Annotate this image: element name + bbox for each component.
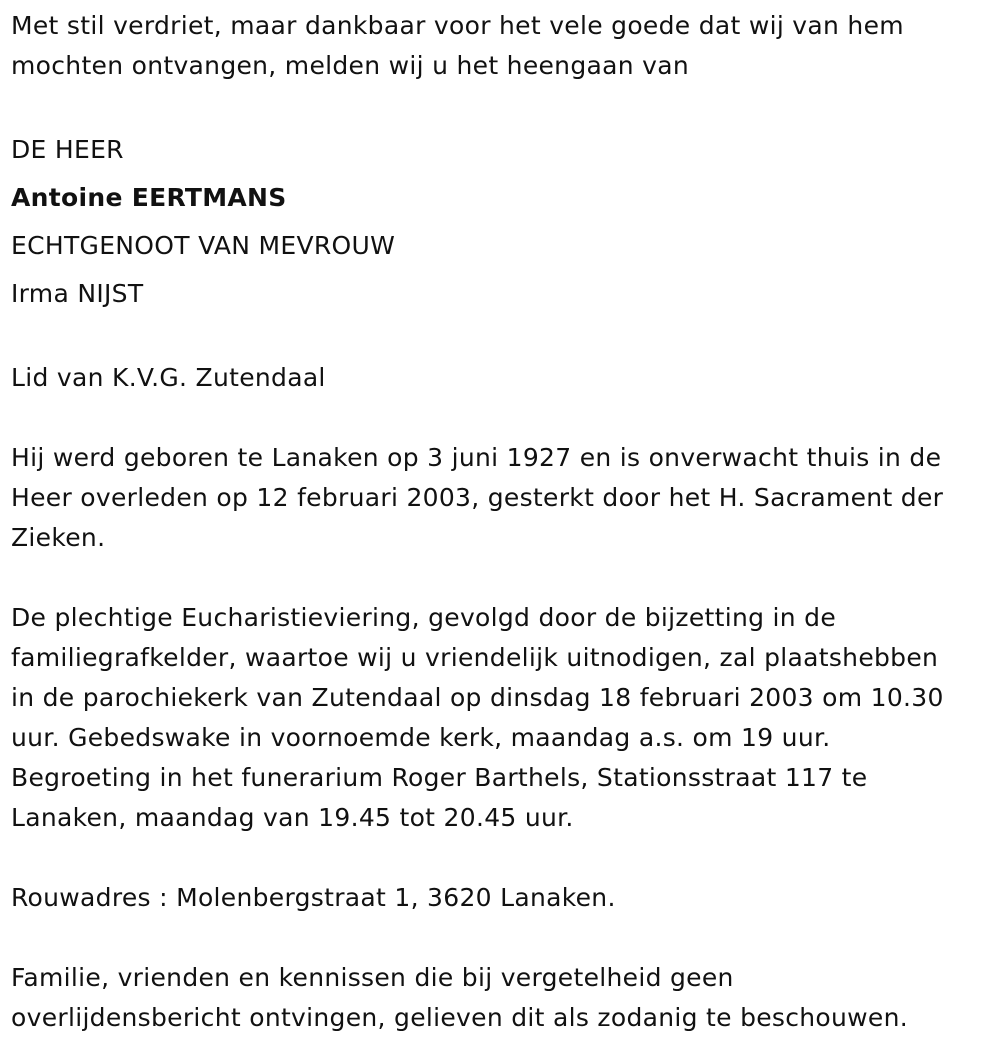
spouse-name: Irma NIJST bbox=[11, 279, 144, 308]
deceased-name: Antoine EERTMANS bbox=[11, 183, 287, 212]
address-paragraph bbox=[11, 878, 991, 918]
ceremony-line-4: uur. Gebedswake in voornoemde kerk, maandag a.s. om 19 uur. bbox=[11, 723, 831, 752]
ceremony-line-1: De plechtige Eucharistieviering, gevolgd door de bijzetting in de bbox=[11, 603, 837, 632]
intro-line-1: Met stil verdriet, maar dankbaar voor het vele goede dat wij van hem bbox=[11, 11, 904, 40]
address-line: Rouwadres : Molenbergstraat 1, 3620 Lanaken. bbox=[11, 883, 616, 912]
membership-paragraph bbox=[11, 358, 991, 398]
ceremony-paragraph bbox=[11, 598, 991, 838]
closing-line-1: Familie, vrienden en kennissen die bij vergetelheid geen bbox=[11, 963, 734, 992]
intro-paragraph bbox=[11, 6, 991, 86]
obituary-notice bbox=[11, 6, 991, 1038]
birth-death-line-2: Heer overleden op 12 februari 2003, gesterkt door het H. Sacrament der bbox=[11, 483, 944, 512]
ceremony-line-5: Begroeting in het funerarium Roger Barthels, Stationsstraat 117 te bbox=[11, 763, 868, 792]
ceremony-line-2: familiegrafkelder, waartoe wij u vriendelijk uitnodigen, zal plaatshebben bbox=[11, 643, 939, 672]
closing-line-2: overlijdensbericht ontvingen, gelieven dit als zodanig te beschouwen. bbox=[11, 1003, 908, 1032]
birth-death-line-3: Zieken. bbox=[11, 523, 106, 552]
membership-line: Lid van K.V.G. Zutendaal bbox=[11, 363, 326, 392]
intro-line-2: mochten ontvangen, melden wij u het heengaan van bbox=[11, 51, 689, 80]
birth-death-line-1: Hij werd geboren te Lanaken op 3 juni 1927 en is onverwacht thuis in de bbox=[11, 443, 942, 472]
deceased-block bbox=[11, 126, 991, 318]
ceremony-line-3: in de parochiekerk van Zutendaal op dinsdag 18 februari 2003 om 10.30 bbox=[11, 683, 944, 712]
deceased-relation: ECHTGENOOT VAN MEVROUW bbox=[11, 231, 396, 260]
deceased-title: DE HEER bbox=[11, 135, 124, 164]
closing-paragraph bbox=[11, 958, 991, 1038]
birth-death-paragraph bbox=[11, 438, 991, 558]
ceremony-line-6: Lanaken, maandag van 19.45 tot 20.45 uur. bbox=[11, 803, 574, 832]
